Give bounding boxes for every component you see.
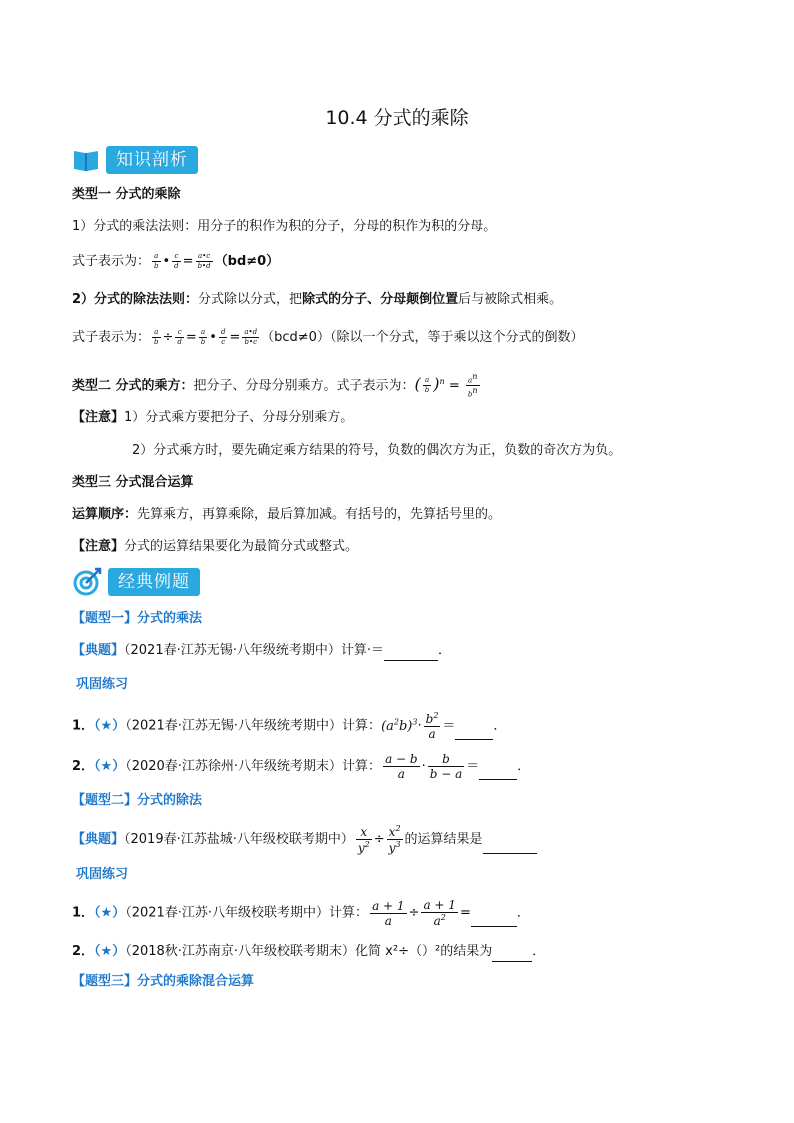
q1-problem2: 2．（★）（2020春·江苏徐州·八年级统考期末）计算： $\frac{a - b}{a}$ · $\frac{b}{b - a}$ ＝ ． bbox=[72, 752, 531, 781]
divide-rule-label: 2）分式的除法法则： bbox=[72, 292, 199, 307]
divide-rule-b: 除式的分子、分母颠倒位置 bbox=[302, 292, 459, 307]
equals: ＝ bbox=[466, 759, 480, 774]
type2-text: 把分子、分母分别乘方。式子表示为： bbox=[193, 378, 415, 394]
formula2-prefix: 式子表示为： bbox=[72, 330, 151, 345]
answer-blank[interactable] bbox=[483, 853, 537, 854]
type2-note1 bbox=[72, 408, 353, 428]
q2-example-suffix: 的运算结果是 bbox=[404, 832, 483, 847]
q2-example: 【典题】（2019春·江苏盐城·八年级校联考期中） $\frac{x}{y^2}$ ÷ $\frac{x^2}{y^3}$ 的运算结果是 bbox=[72, 825, 537, 854]
q2-p2-text: （2018秋·江苏南京·八年级校联考期末）化简 x²÷（）²的结果为 bbox=[125, 944, 493, 959]
formula-suffix: （bd≠0） bbox=[214, 254, 280, 269]
order-text: 先算乘方，再算乘除，最后算加减。有括号的，先算括号里的。 bbox=[137, 507, 502, 522]
examples-banner-label: 经典例题 bbox=[108, 568, 200, 596]
divide-formula: 式子表示为： $\frac{a}{b}$ ÷ $\frac{c}{d}$ = $\frac{a}{b}$ • $\frac{d}{c}$ = $\frac{a•d}{b•c}$ （bcd≠0）（除以一个分式，等于乘以这个分式的倒数） bbox=[72, 328, 584, 346]
note3-text: 分式的运算结果要化为最简分式或整式。 bbox=[124, 539, 359, 554]
examples-banner bbox=[72, 567, 200, 597]
note-label: 【注意】 bbox=[72, 410, 125, 425]
answer-blank[interactable] bbox=[471, 926, 517, 927]
book-icon bbox=[72, 147, 100, 173]
formula-prefix: 式子表示为： bbox=[72, 254, 151, 269]
q1-example bbox=[72, 641, 451, 661]
divide-rule bbox=[72, 290, 562, 310]
difficulty-star: （★） bbox=[94, 718, 126, 734]
q1-example-text: （2021春·江苏无锡·八年级统考期中）计算·＝ bbox=[124, 643, 384, 658]
problem-number: 1． bbox=[72, 718, 95, 734]
equals: ＝ bbox=[442, 718, 456, 734]
type3-heading: 类型三 分式混合运算 bbox=[72, 475, 194, 490]
note1-text: 1）分式乘方要把分子、分母分别乘方。 bbox=[124, 410, 354, 425]
answer-blank[interactable] bbox=[384, 660, 438, 661]
q1-p1-text: （2021春·江苏无锡·八年级统考期中）计算： bbox=[125, 718, 382, 734]
q2-practice: 巩固练习 bbox=[76, 867, 129, 882]
divide-rule-c: 后与被除式相乘。 bbox=[458, 292, 563, 307]
q1-heading: 【题型一】分式的乘法 bbox=[72, 611, 203, 626]
q2-example-text: （2019春·江苏盐城·八年级校联考期中） bbox=[124, 832, 354, 847]
q2-problem2 bbox=[72, 942, 545, 962]
q1-example-label: 【典题】 bbox=[72, 643, 125, 658]
q1-p2-text: （2020春·江苏徐州·八年级统考期末）计算： bbox=[125, 759, 382, 774]
period: ． bbox=[438, 643, 452, 658]
period: ． bbox=[532, 944, 546, 959]
problem-number: 1． bbox=[72, 905, 95, 921]
difficulty-star: （★） bbox=[94, 944, 126, 959]
period: ． bbox=[517, 759, 531, 774]
problem-number: 2． bbox=[72, 759, 95, 774]
q2-p1-text: （2021春·江苏·八年级校联考期中）计算： bbox=[125, 905, 369, 921]
page-title: 10.4 分式的乘除 bbox=[325, 107, 469, 129]
order-label: 运算顺序： bbox=[72, 507, 138, 522]
type2-line: 类型二 分式的乘方：把分子、分母分别乘方。式子表示为：( $\frac{a}{b}$ )$^n$ = $\frac{a^n}{b^n}$ bbox=[72, 372, 478, 399]
formula2-suffix: （bcd≠0）（除以一个分式，等于乘以这个分式的倒数） bbox=[261, 330, 584, 345]
note3-label: 【注意】 bbox=[72, 539, 125, 554]
q3-heading: 【题型三】分式的乘除混合运算 bbox=[72, 974, 255, 989]
q2-heading: 【题型二】分式的除法 bbox=[72, 793, 203, 808]
type3-note bbox=[72, 537, 358, 557]
knowledge-banner bbox=[72, 145, 198, 175]
multiply-formula: 式子表示为： $\frac{a}{b}$ • $\frac{c}{d}$ = $\frac{a•c}{b•d}$ （bd≠0） bbox=[72, 252, 280, 270]
answer-blank[interactable] bbox=[479, 779, 517, 780]
type2-note2: 2）分式乘方时，要先确定乘方结果的符号，负数的偶次方为正，负数的奇次方为负。 bbox=[132, 443, 622, 458]
q2-example-label: 【典题】 bbox=[72, 832, 125, 847]
q1-problem1: 1．（★）（2021春·江苏无锡·八年级统考期中）计算：$(a^2b)^3\cdot$ $\frac{b^2}{a}$ ＝ ． bbox=[72, 711, 507, 741]
q2-problem1: 1．（★）（2021春·江苏·八年级校联考期中）计算： $\frac{a + 1}{a}$ ÷ $\frac{a + 1}{a^2}$ = ． bbox=[72, 898, 530, 928]
period: ． bbox=[493, 718, 507, 734]
problem-number: 2． bbox=[72, 944, 95, 959]
type3-order bbox=[72, 505, 501, 525]
answer-blank[interactable] bbox=[455, 739, 493, 740]
period: ． bbox=[516, 905, 530, 921]
target-icon bbox=[72, 567, 102, 597]
type1-heading: 类型一 分式的乘除 bbox=[72, 187, 181, 202]
answer-blank[interactable] bbox=[492, 961, 532, 962]
knowledge-banner-label: 知识剖析 bbox=[106, 146, 198, 174]
type2-heading: 类型二 分式的乘方： bbox=[72, 378, 194, 394]
difficulty-star: （★） bbox=[94, 905, 126, 921]
q1-practice: 巩固练习 bbox=[76, 677, 129, 692]
multiply-rule: 1）分式的乘法法则：用分子的积作为积的分子，分母的积作为积的分母。 bbox=[72, 219, 497, 234]
divide-rule-a: 分式除以分式，把 bbox=[198, 292, 303, 307]
difficulty-star: （★） bbox=[94, 759, 126, 774]
